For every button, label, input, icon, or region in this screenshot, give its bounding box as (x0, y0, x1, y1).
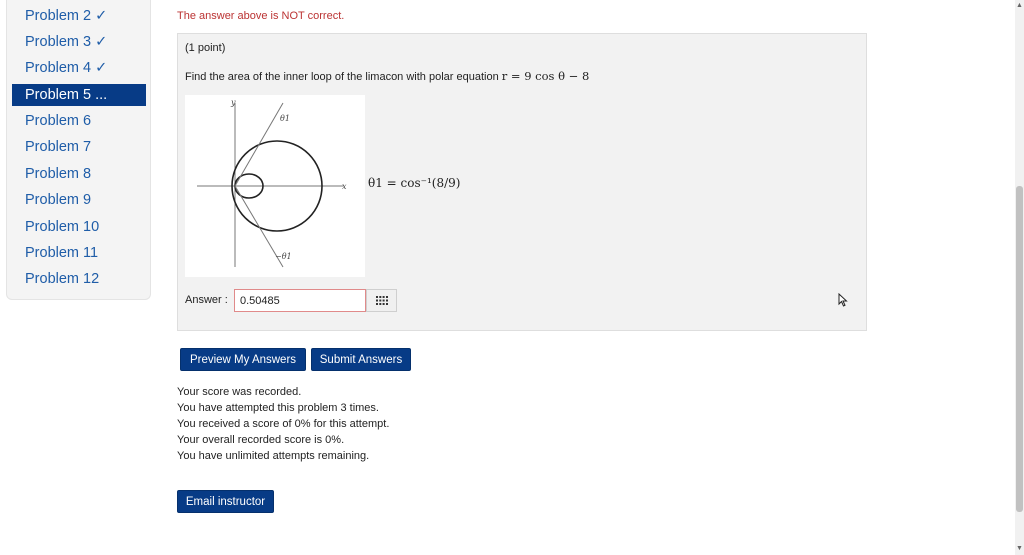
ray-theta1 (235, 103, 283, 186)
status-line: Your overall recorded score is 0%. (177, 434, 345, 446)
incorrect-feedback: The answer above is NOT correct. (177, 10, 345, 22)
problem-points: (1 point) (185, 42, 226, 54)
problem-question (185, 69, 589, 83)
sidebar-item-problem-2[interactable]: Problem 2 ✓ (25, 8, 108, 24)
keypad-icon (376, 296, 388, 305)
question-text: Find the area of the inner loop of the limacon with polar equation (185, 71, 502, 83)
neg-theta1-label: −θ1 (275, 252, 292, 261)
sidebar-item-problem-3[interactable]: Problem 3 ✓ (25, 34, 108, 50)
scroll-down-icon[interactable]: ▼ (1016, 545, 1023, 552)
sidebar-item-problem-7[interactable]: Problem 7 (25, 139, 92, 155)
answer-label: Answer : (185, 294, 228, 306)
scroll-up-icon[interactable]: ▲ (1016, 2, 1023, 9)
email-instructor-button[interactable]: Email instructor (177, 490, 274, 513)
y-axis-label: y (231, 98, 236, 107)
limacon-graph (185, 95, 365, 277)
sidebar-item-problem-6[interactable]: Problem 6 (25, 113, 92, 129)
submit-answers-button[interactable]: Submit Answers (311, 348, 411, 371)
scrollbar-thumb[interactable] (1016, 186, 1023, 512)
status-line: You have unlimited attempts remaining. (177, 450, 370, 462)
sidebar-item-problem-11[interactable]: Problem 11 (25, 245, 99, 261)
sidebar-item-problem-8[interactable]: Problem 8 (25, 166, 92, 182)
sidebar-item-problem-12[interactable]: Problem 12 (25, 271, 100, 287)
theta1-label: θ1 (280, 114, 290, 123)
x-axis-label: x (342, 182, 347, 191)
mouse-cursor-icon (838, 293, 848, 307)
sidebar-item-problem-10[interactable]: Problem 10 (25, 219, 100, 235)
score-status (177, 384, 389, 464)
answer-input[interactable] (234, 289, 366, 312)
polar-equation: r = 9 cos θ − 8 (501, 69, 590, 83)
limacon-figure (185, 95, 365, 277)
math-keypad-button[interactable] (366, 289, 397, 312)
sidebar-item-problem-5[interactable]: Problem 5 ... (12, 84, 146, 106)
problem-sidebar (6, 0, 151, 300)
sidebar-item-problem-4[interactable]: Problem 4 ✓ (25, 60, 108, 76)
theta-definition: θ1 = cos⁻¹(8/9) (368, 176, 461, 190)
status-line: Your score was recorded. (177, 386, 302, 398)
sidebar-item-problem-9[interactable]: Problem 9 (25, 192, 92, 208)
status-line: You have attempted this problem 3 times. (177, 402, 379, 414)
status-line: You received a score of 0% for this attempt. (177, 418, 390, 430)
preview-answers-button[interactable]: Preview My Answers (180, 348, 306, 371)
